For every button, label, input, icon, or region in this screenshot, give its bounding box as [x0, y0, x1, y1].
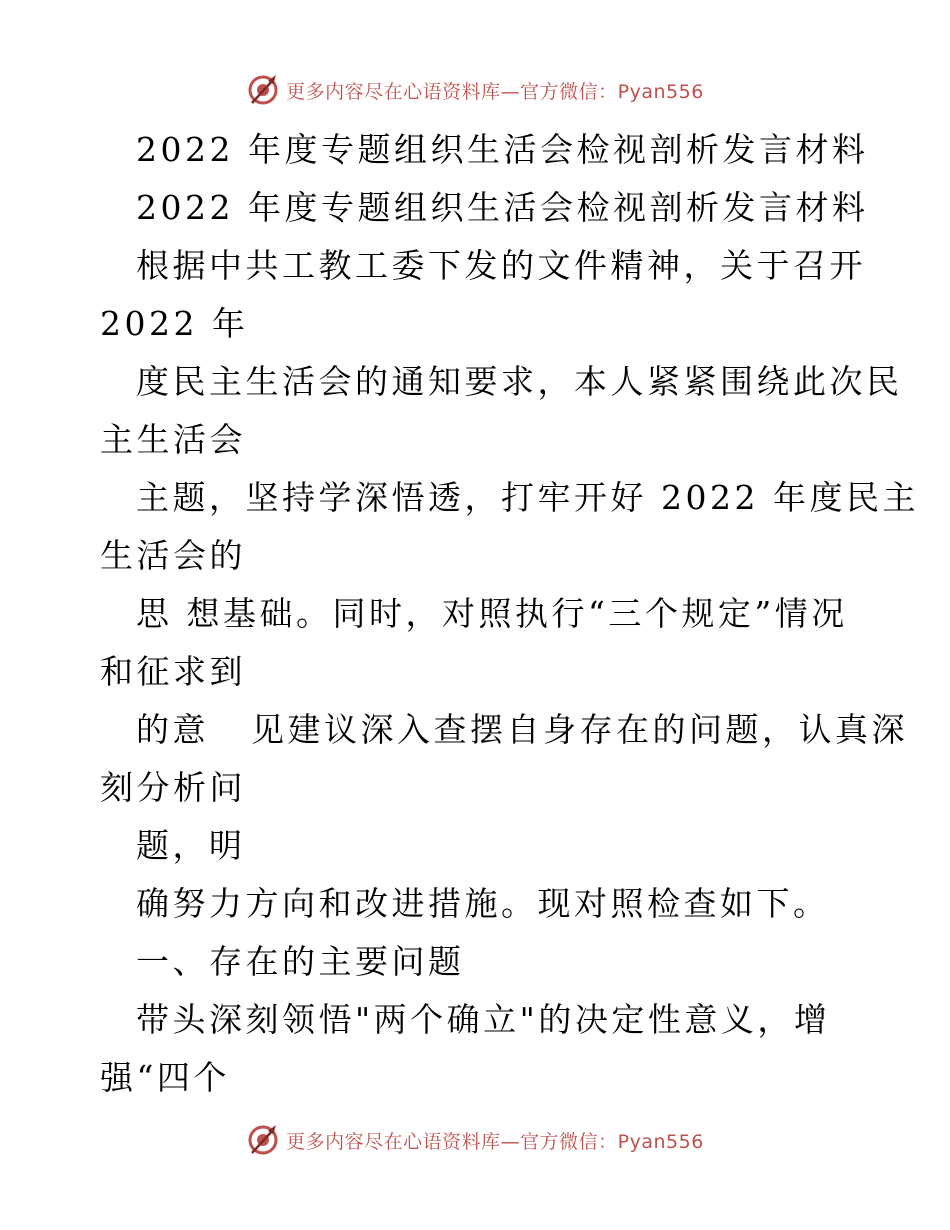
- text-line: 和征求到: [100, 652, 246, 691]
- text-line: 度民主生活会的通知要求，本人紧紧围绕此次民: [136, 362, 903, 401]
- text-line: 的意 见建议深入查摆自身存在的问题，认真深: [136, 710, 908, 749]
- banner-text: 更多内容尽在心语资料库—官方微信：Pyan556: [286, 1130, 704, 1153]
- text-line: 题，明: [136, 826, 246, 865]
- text-line: 主生活会: [100, 420, 246, 459]
- document-subtitle: 2022 年度专题组织生活会检视剖析发言材料: [136, 188, 869, 227]
- banner-text: 更多内容尽在心语资料库—官方微信：Pyan556: [286, 80, 704, 103]
- text-line: 确努力方向和改进措施。现对照检查如下。: [136, 884, 830, 923]
- text-line: 带头深刻领悟"两个确立"的决定性意义，增: [136, 1000, 831, 1039]
- text-line: 生活会的: [100, 536, 246, 575]
- text-line: 强“四个: [100, 1058, 230, 1097]
- document-title: 2022 年度专题组织生活会检视剖析发言材料: [136, 130, 869, 169]
- header-banner: [0, 70, 950, 110]
- footer-banner: [0, 1120, 950, 1160]
- text-line: 2022 年: [100, 304, 249, 343]
- quill-logo-icon: [246, 73, 280, 107]
- quill-logo-icon: [246, 1123, 280, 1157]
- text-line: 根据中共工教工委下发的文件精神，关于召开: [136, 246, 866, 285]
- text-line: 主题，坚持学深悟透，打牢开好 2022 年度民主: [136, 478, 919, 517]
- text-line: 刻分析问: [100, 768, 246, 807]
- text-line: 思 想基础。同时，对照执行“三个规定”情况: [136, 594, 848, 633]
- section-heading: 一、存在的主要问题: [136, 942, 465, 981]
